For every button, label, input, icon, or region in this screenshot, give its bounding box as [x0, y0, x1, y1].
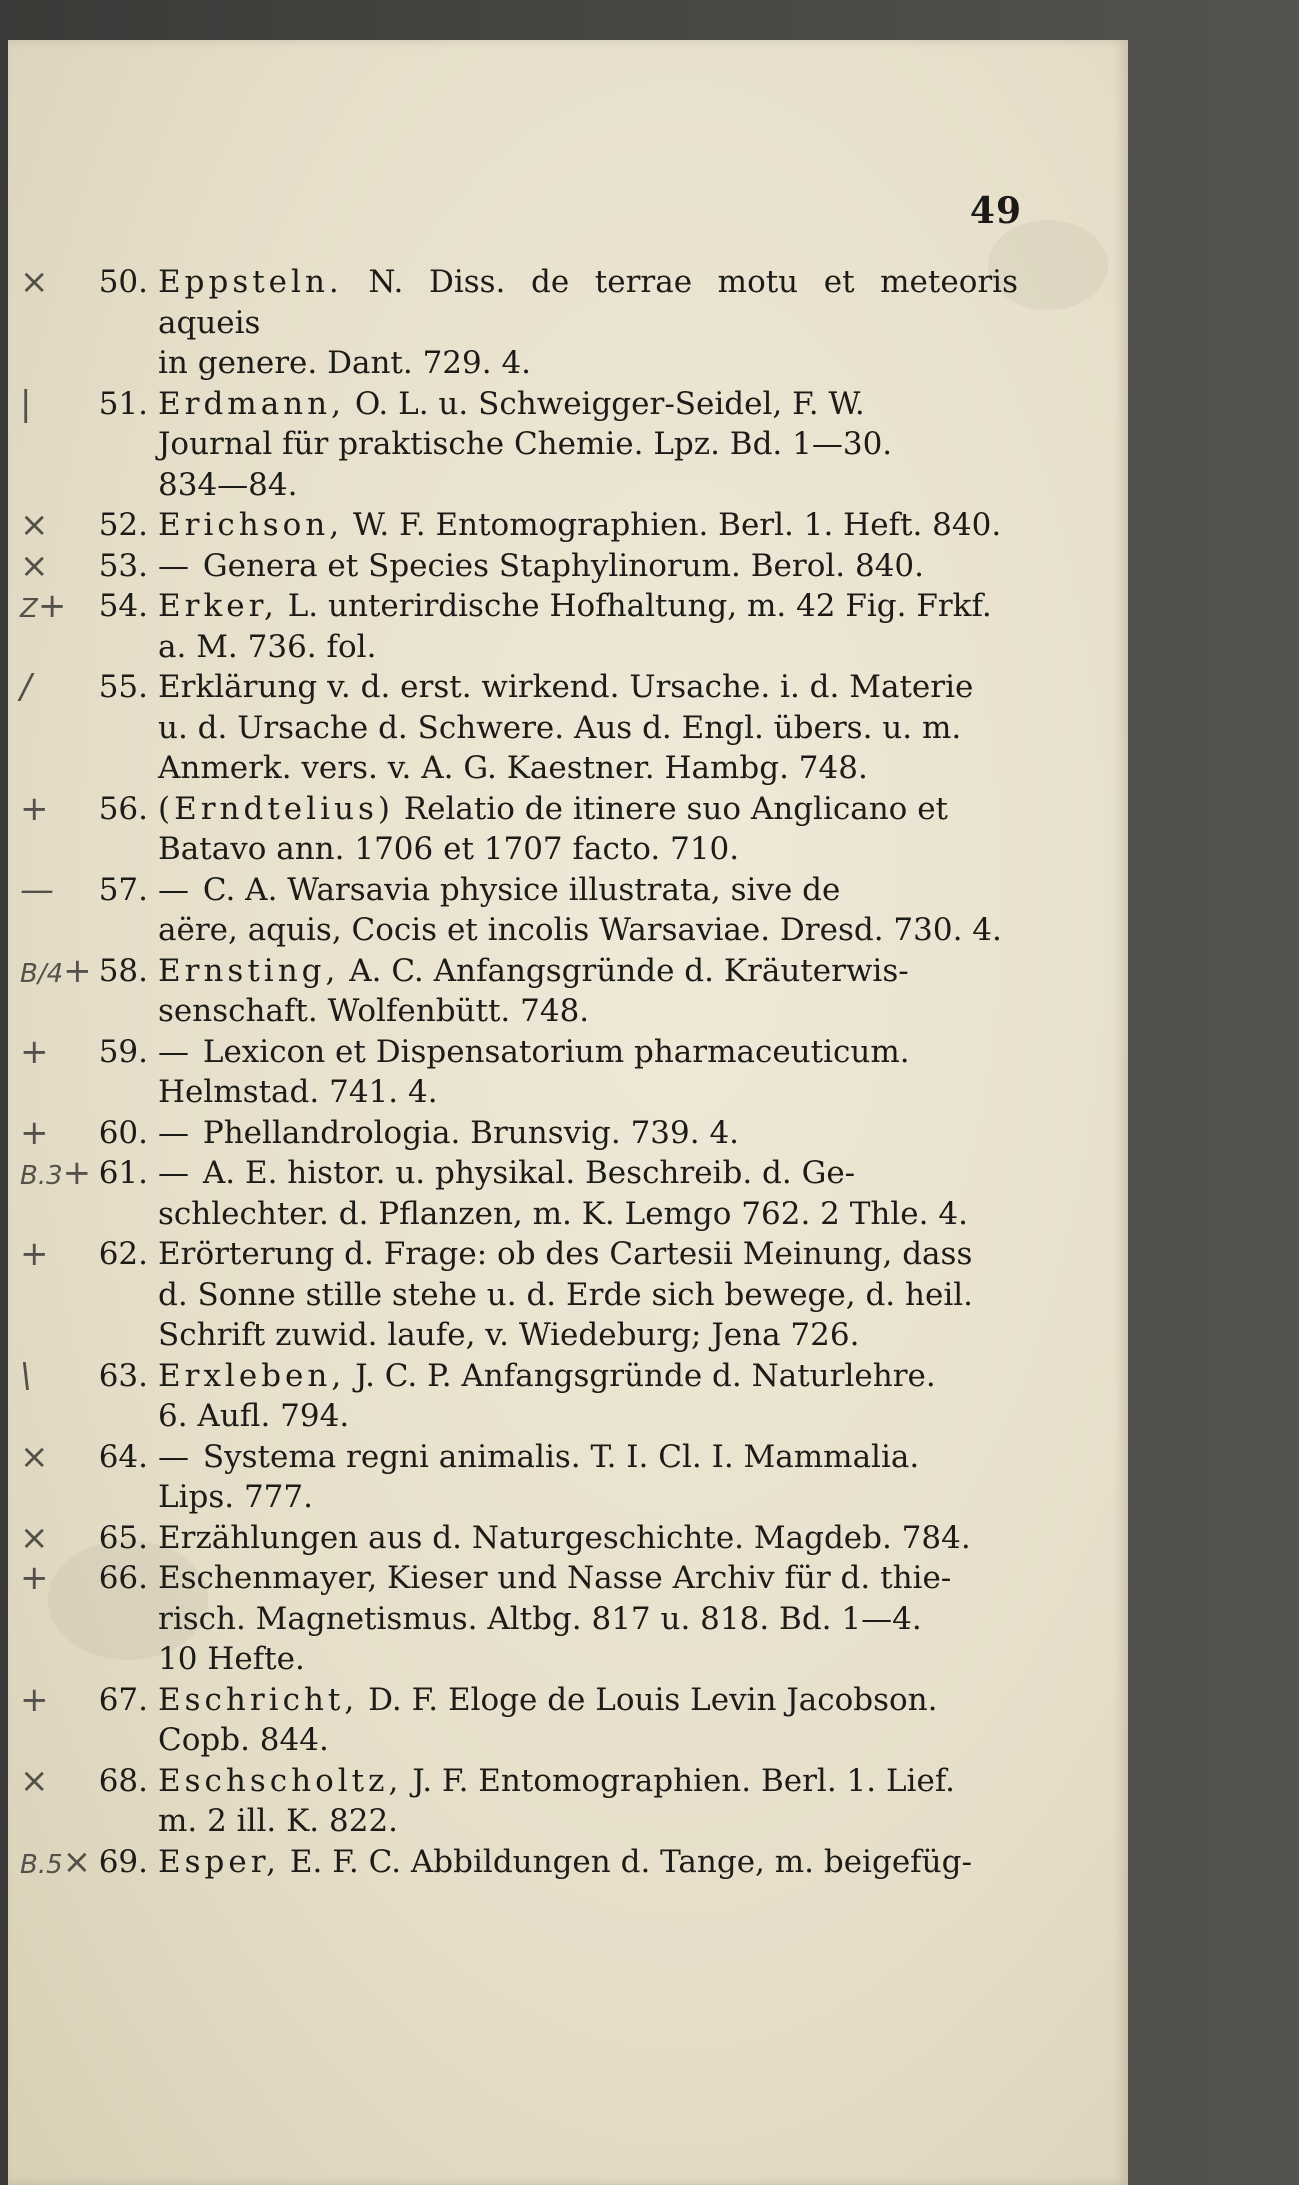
handwritten-symbol: +	[20, 788, 49, 829]
entry-first-line	[158, 667, 1018, 708]
entry-text: N. Diss. de terrae motu et meteoris aqueis	[158, 264, 1019, 341]
catalogue-entry	[8, 546, 1128, 587]
handwritten-symbol: +	[20, 1558, 49, 1598]
entry-continuation-line	[158, 465, 1018, 506]
entry-author: —	[158, 871, 193, 908]
handwritten-symbol: +	[63, 950, 92, 991]
entry-continuation-line	[158, 1477, 1018, 1518]
entry-continuation-line	[158, 748, 1018, 789]
entry-first-line	[158, 870, 1018, 911]
handwritten-code: B/4	[20, 958, 64, 989]
handwritten-symbol: +	[20, 1679, 49, 1720]
entry-continuation-line	[158, 424, 1018, 465]
entry-author: —	[158, 1155, 193, 1191]
book-page	[8, 40, 1128, 2185]
entry-text: senschaft. Wolfenbütt. 748.	[158, 993, 590, 1029]
handwritten-symbol: +	[62, 1153, 92, 1193]
entry-author: Esper,	[158, 1843, 280, 1880]
entry-first-line	[158, 505, 1018, 546]
catalogue-entry	[8, 1356, 1128, 1437]
entry-author: Erdmann,	[158, 385, 345, 422]
entry-number: 69.	[98, 1843, 148, 1880]
entry-text: Erzählungen aus d. Naturgeschichte. Magdeb. 784.	[158, 1519, 971, 1556]
catalogue-entry	[8, 505, 1128, 546]
entry-number: 61.	[98, 1155, 148, 1191]
entry-text: 6. Aufl. 794.	[158, 1398, 350, 1434]
entry-author: Eppsteln.	[158, 264, 343, 300]
handwritten-symbol: +	[20, 1112, 49, 1153]
entry-text: J. C. P. Anfangsgründe d. Naturlehre.	[355, 1357, 936, 1394]
entry-text: Helmstad. 741. 4.	[158, 1074, 438, 1110]
handwritten-code: B.3	[20, 1161, 63, 1191]
entry-continuation-line	[158, 708, 1018, 749]
entry-number: 54.	[98, 588, 148, 624]
entry-text: Journal für praktische Chemie. Lpz. Bd. 1—30.	[158, 426, 893, 462]
entry-author: —	[158, 1033, 193, 1070]
entry-number: 55.	[98, 669, 148, 705]
entry-text: aëre, aquis, Cocis et incolis Warsaviae. Dresd. 730. 4.	[158, 912, 1002, 948]
entry-first-line	[158, 1680, 1018, 1721]
entry-number: 68.	[98, 1762, 148, 1799]
entry-text: 834—84.	[158, 466, 298, 503]
entry-number: 66.	[98, 1560, 148, 1596]
handwritten-symbol: ×	[20, 1517, 49, 1558]
entry-first-line	[158, 1032, 1018, 1073]
entry-number: 53.	[98, 547, 148, 584]
entry-text: Eschenmayer, Kieser und Nasse Archiv für d. thie-	[158, 1560, 952, 1596]
entry-continuation-line	[158, 1072, 1018, 1113]
catalogue-entry	[8, 1761, 1128, 1842]
handwritten-symbol: +	[37, 586, 67, 626]
entry-text: in genere. Dant. 729. 4.	[158, 345, 532, 381]
handwritten-symbol: /	[20, 667, 32, 707]
entry-number: 63.	[98, 1357, 148, 1394]
entry-continuation-line	[158, 1275, 1018, 1316]
entry-text: O. L. u. Schweigger-Seidel, F. W.	[354, 385, 865, 422]
catalogue-entry	[8, 1032, 1128, 1113]
catalogue-entries	[8, 262, 1128, 1882]
entry-text: Relatio de itinere suo Anglicano et	[403, 790, 948, 827]
entry-text: Batavo ann. 1706 et 1707 facto. 710.	[158, 831, 740, 867]
entry-text: D. F. Eloge de Louis Levin Jacobson.	[368, 1681, 938, 1718]
handwritten-symbol: \	[20, 1355, 32, 1396]
entry-number: 58.	[98, 952, 148, 989]
entry-text: Schrift zuwid. laufe, v. Wiedeburg; Jena 726.	[158, 1317, 860, 1353]
entry-first-line	[158, 789, 1018, 830]
handwritten-symbol: ×	[20, 1760, 49, 1801]
entry-author: (Erndtelius)	[158, 790, 394, 827]
entry-number: 65.	[98, 1519, 148, 1556]
entry-author: Eschricht,	[158, 1681, 359, 1718]
entry-number: 50.	[98, 264, 148, 300]
catalogue-entry	[8, 1558, 1128, 1680]
catalogue-entry	[8, 870, 1128, 951]
entry-first-line	[158, 586, 1018, 627]
handwritten-symbol: —	[20, 869, 54, 910]
page-number: 49	[969, 190, 1022, 232]
catalogue-entry	[8, 951, 1128, 1032]
entry-number: 57.	[98, 871, 148, 908]
entry-number: 59.	[98, 1033, 148, 1070]
entry-continuation-line	[158, 829, 1018, 870]
handwritten-symbol: ×	[62, 1841, 92, 1882]
entry-text: schlechter. d. Pflanzen, m. K. Lemgo 762. 2 Thle. 4.	[158, 1195, 968, 1232]
entry-text: Genera et Species Staphylinorum. Berol. 840.	[202, 547, 925, 584]
catalogue-entry	[8, 667, 1128, 789]
entry-text: Copb. 844.	[158, 1722, 329, 1758]
catalogue-entry	[8, 384, 1128, 506]
handwritten-symbol: +	[20, 1234, 49, 1274]
entry-text: W. F. Entomographien. Berl. 1. Heft. 840.	[352, 507, 1002, 543]
entry-first-line	[158, 1234, 1018, 1275]
handwritten-symbol: ×	[20, 262, 49, 302]
entry-text: Systema regni animalis. T. I. Cl. I. Mammalia.	[202, 1438, 920, 1475]
entry-first-line	[158, 1437, 1018, 1478]
entry-number: 60.	[98, 1114, 148, 1151]
entry-continuation-line	[158, 991, 1018, 1032]
entry-first-line	[158, 1558, 1018, 1599]
catalogue-entry	[8, 262, 1128, 384]
entry-continuation-line	[158, 1396, 1018, 1437]
entry-author: Eschscholtz,	[158, 1762, 403, 1799]
entry-text: risch. Magnetismus. Altbg. 817 u. 818. Bd. 1—4.	[158, 1600, 922, 1637]
entry-text: d. Sonne stille stehe u. d. Erde sich bewege, d. heil.	[158, 1276, 974, 1313]
catalogue-entry	[8, 1842, 1128, 1883]
entry-text: 10 Hefte.	[158, 1641, 305, 1677]
entry-first-line	[158, 951, 1018, 992]
entry-first-line	[158, 1518, 1018, 1559]
entry-author: —	[158, 1114, 193, 1151]
entry-text: Lips. 777.	[158, 1479, 313, 1515]
entry-text: u. d. Ursache d. Schwere. Aus d. Engl. übers. u. m.	[158, 709, 962, 746]
entry-continuation-line	[158, 343, 1018, 384]
entry-first-line	[158, 1356, 1018, 1397]
handwritten-symbol: ×	[20, 505, 49, 545]
entry-text: a. M. 736. fol.	[158, 628, 377, 665]
entry-first-line	[158, 384, 1018, 425]
handwritten-symbol: +	[20, 1031, 49, 1072]
entry-continuation-line	[158, 1801, 1018, 1842]
entry-text: Lexicon et Dispensatorium pharmaceuticum.	[202, 1033, 910, 1070]
entry-text: J. F. Entomographien. Berl. 1. Lief.	[412, 1762, 956, 1799]
entry-text: Phellandrologia. Brunsvig. 739. 4.	[202, 1114, 740, 1151]
entry-first-line	[158, 546, 1018, 587]
entry-number: 64.	[98, 1438, 148, 1475]
entry-first-line	[158, 262, 1018, 343]
entry-continuation-line	[158, 1315, 1018, 1356]
entry-text: m. 2 ill. K. 822.	[158, 1803, 399, 1839]
handwritten-code: B.5	[20, 1849, 63, 1880]
catalogue-entry	[8, 789, 1128, 870]
entry-number: 62.	[98, 1236, 148, 1272]
entry-number: 56.	[98, 790, 148, 827]
catalogue-entry	[8, 1518, 1128, 1559]
catalogue-entry	[8, 1437, 1128, 1518]
entry-text: Erklärung v. d. erst. wirkend. Ursache. i. d. Materie	[158, 669, 974, 705]
entry-text: Anmerk. vers. v. A. G. Kaestner. Hambg. 748.	[158, 750, 868, 786]
entry-continuation-line	[158, 1720, 1018, 1761]
entry-text: E. F. C. Abbildungen d. Tange, m. beigefüg-	[289, 1843, 972, 1880]
entry-author: Erichson,	[158, 507, 344, 543]
handwritten-symbol: ×	[20, 545, 49, 586]
entry-continuation-line	[158, 910, 1018, 951]
catalogue-entry	[8, 1234, 1128, 1356]
entry-continuation-line	[158, 1639, 1018, 1680]
entry-continuation-line	[158, 627, 1018, 668]
entry-continuation-line	[158, 1599, 1018, 1640]
entry-author: —	[158, 547, 193, 584]
entry-author: Erker,	[158, 588, 278, 624]
entry-number: 51.	[98, 385, 148, 422]
entry-text: C. A. Warsavia physice illustrata, sive de	[202, 871, 841, 908]
entry-text: A. C. Anfangsgründe d. Kräuterwis-	[349, 952, 909, 989]
catalogue-entry	[8, 1680, 1128, 1761]
entry-continuation-line	[158, 1194, 1018, 1235]
entry-text: A. E. histor. u. physikal. Beschreib. d. Ge-	[202, 1155, 856, 1191]
entry-number: 52.	[98, 507, 148, 543]
handwritten-symbol: |	[20, 383, 32, 424]
handwritten-code: Z	[20, 594, 38, 624]
handwritten-symbol: ×	[20, 1436, 49, 1477]
entry-author: Erxleben,	[158, 1357, 346, 1394]
entry-first-line	[158, 1113, 1018, 1154]
entry-text: Erörterung d. Frage: ob des Cartesii Meinung, dass	[158, 1236, 973, 1272]
entry-number: 67.	[98, 1681, 148, 1718]
entry-text: L. unterirdische Hofhaltung, m. 42 Fig. Frkf.	[287, 588, 992, 624]
catalogue-entry	[8, 586, 1128, 667]
entry-author: Ernsting,	[158, 952, 340, 989]
entry-first-line	[158, 1842, 1018, 1883]
entry-first-line	[158, 1153, 1018, 1194]
entry-first-line	[158, 1761, 1018, 1802]
catalogue-entry	[8, 1153, 1128, 1234]
catalogue-entry	[8, 1113, 1128, 1154]
entry-author: —	[158, 1438, 193, 1475]
